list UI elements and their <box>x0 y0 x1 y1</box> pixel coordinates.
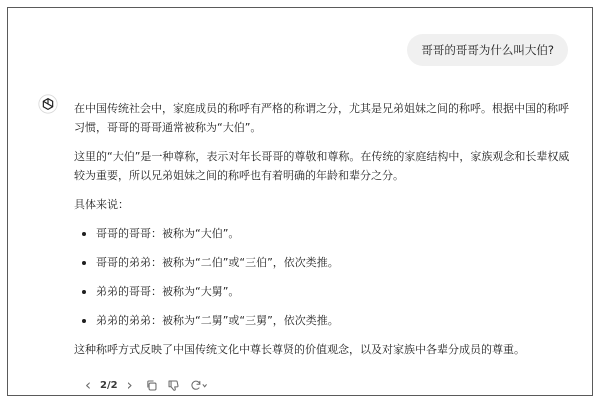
assistant-logo-icon <box>38 94 58 114</box>
answer-conclusion: 这种称呼方式反映了中国传统文化中尊长尊贤的价值观念，以及对家族中各辈分成员的尊重。 <box>74 343 525 356</box>
thumbs-down-icon[interactable] <box>166 377 182 393</box>
list-item: 弟弟的弟弟：被称为“二舅”或“三舅”，依次类推。 <box>88 311 574 330</box>
chevron-right-icon[interactable]: › <box>126 376 133 394</box>
copy-icon[interactable] <box>144 377 160 393</box>
answer-paragraph: 这里的“大伯”是一种尊称，表示对年长哥哥的尊敬和尊称。在传统的家庭结构中，家族观念和长辈权威较为重要，所以兄弟姐妹之间的称呼也有着明确的年龄和辈分之分。 <box>74 150 570 182</box>
list-item: 哥哥的哥哥：被称为“大伯”。 <box>88 224 574 243</box>
chevron-left-icon[interactable]: ‹ <box>85 376 91 394</box>
page-indicator: 2/2 <box>100 379 118 391</box>
answer-paragraph: 在中国传统社会中，家庭成员的称呼有严格的称谓之分，尤其是兄弟姐妹之间的称呼。根据中国的称呼习惯，哥哥的哥哥通常被称为“大伯”。 <box>74 102 569 134</box>
regenerate-icon[interactable] <box>188 377 210 393</box>
list-item: 弟弟的哥哥：被称为“大舅”。 <box>88 282 574 301</box>
assistant-message-content <box>74 99 574 369</box>
list-item: 哥哥的弟弟：被称为“二伯”或“三伯”，依次类推。 <box>88 253 574 272</box>
chat-window <box>7 7 593 396</box>
message-actions <box>80 377 210 393</box>
response-pager <box>80 377 138 393</box>
list-intro: 具体来说： <box>74 198 129 211</box>
kinship-list <box>74 224 574 330</box>
user-message-bubble: 哥哥的哥哥为什么叫大伯? <box>407 34 568 66</box>
